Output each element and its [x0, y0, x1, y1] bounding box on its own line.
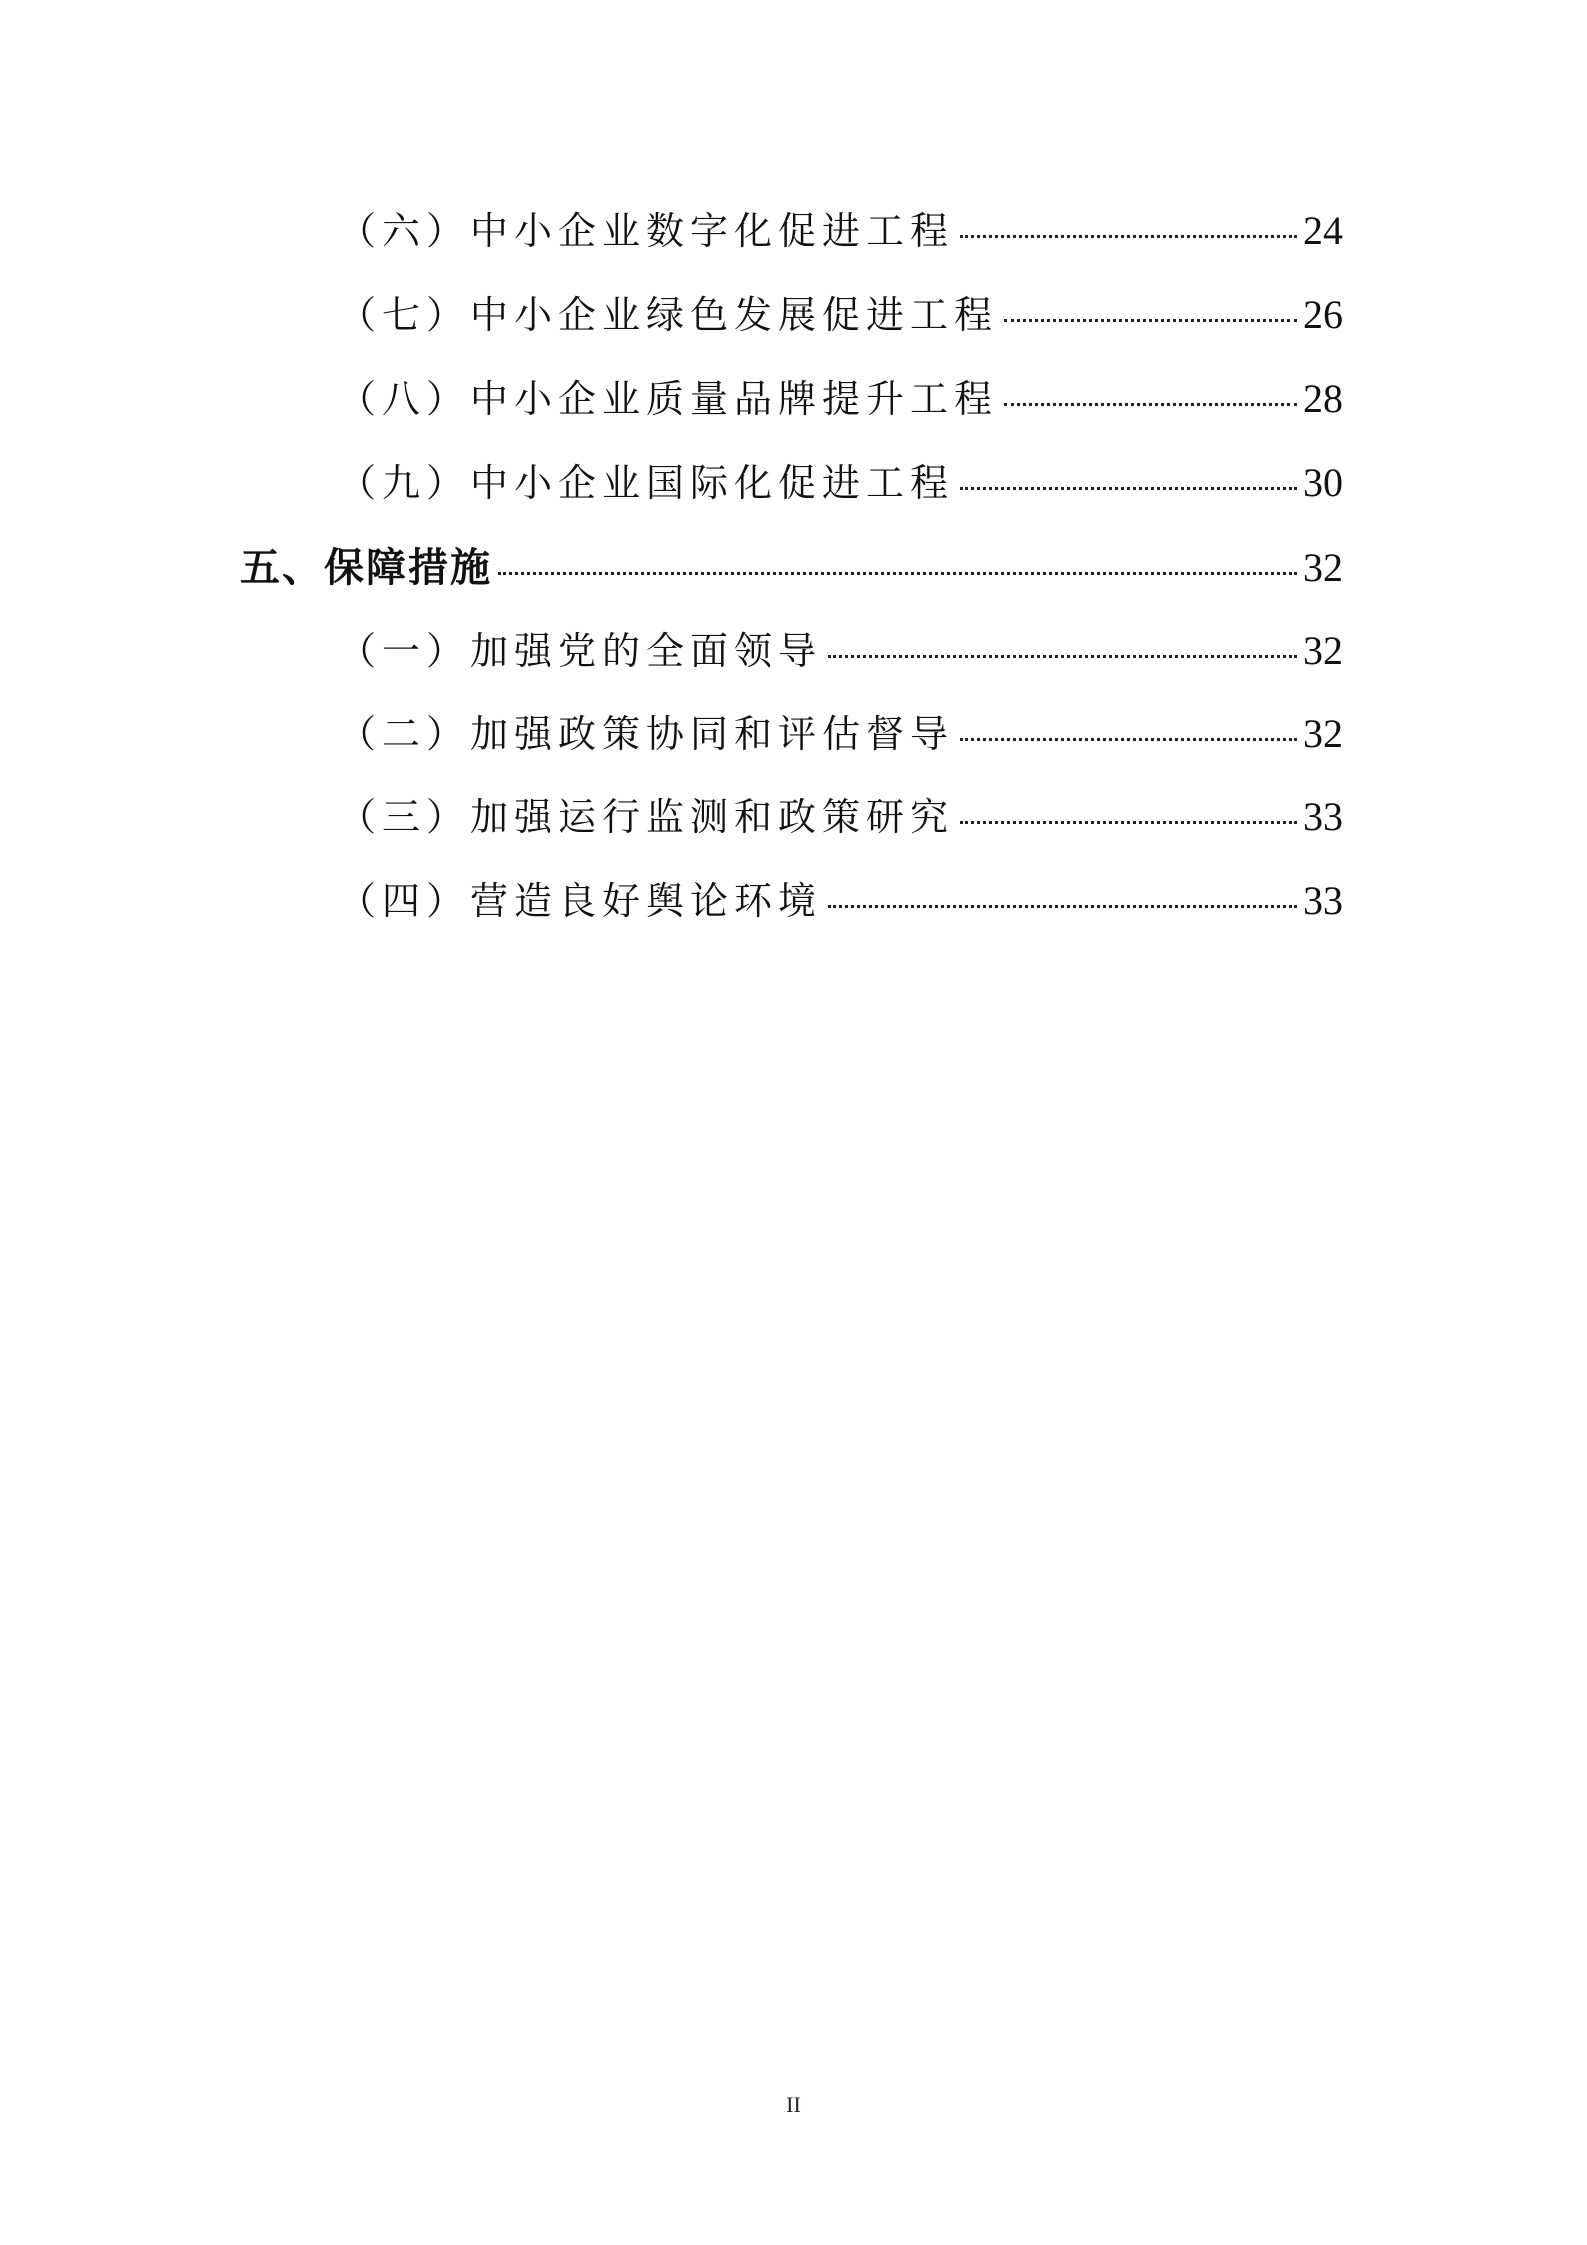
- toc-entry-9-internationalization[interactable]: [338, 452, 1343, 512]
- toc-section-title: 五、保障措施: [240, 545, 492, 591]
- toc-entry-8-quality-brand[interactable]: [338, 368, 1343, 428]
- toc-entry-page: 24: [1303, 208, 1343, 253]
- toc-entry-2-policy-coordination[interactable]: [338, 703, 1343, 763]
- toc-section-5-safeguards[interactable]: [240, 536, 1343, 596]
- toc-entry-page: 26: [1303, 292, 1343, 337]
- toc-entry-page: 33: [1303, 794, 1343, 839]
- page-number: II: [786, 2092, 801, 2117]
- toc-entry-title: （四）营造良好舆论环境: [338, 879, 823, 923]
- toc-dot-leader: [498, 572, 1297, 575]
- toc-dot-leader: [828, 655, 1297, 658]
- toc-entry-title: （八）中小企业质量品牌提升工程: [338, 377, 999, 421]
- toc-dot-leader: [960, 821, 1297, 824]
- toc-entry-title: （九）中小企业国际化促进工程: [338, 461, 955, 505]
- toc-entry-page: 33: [1303, 878, 1343, 923]
- toc-entry-3-monitoring-research[interactable]: [338, 786, 1343, 846]
- toc-entry-title: （七）中小企业绿色发展促进工程: [338, 293, 999, 337]
- toc-entry-title: （一）加强党的全面领导: [338, 629, 823, 673]
- toc-dot-leader: [960, 738, 1297, 741]
- toc-entry-page: 32: [1303, 711, 1343, 756]
- toc-entry-7-green-development[interactable]: [338, 284, 1343, 344]
- toc-entry-page: 32: [1303, 545, 1343, 590]
- toc-entry-page: 28: [1303, 376, 1343, 421]
- toc-entry-title: （六）中小企业数字化促进工程: [338, 209, 955, 253]
- toc-dot-leader: [960, 487, 1297, 490]
- toc-entry-page: 32: [1303, 628, 1343, 673]
- toc-dot-leader: [1004, 403, 1297, 406]
- toc-entry-4-public-opinion[interactable]: [338, 870, 1343, 930]
- toc-entry-title: （二）加强政策协同和评估督导: [338, 712, 955, 756]
- toc-entry-1-party-leadership[interactable]: [338, 620, 1343, 680]
- toc-dot-leader: [828, 905, 1297, 908]
- toc-entry-6-digitalization[interactable]: [338, 200, 1343, 260]
- toc-entry-page: 30: [1303, 460, 1343, 505]
- toc-dot-leader: [960, 235, 1297, 238]
- toc-dot-leader: [1004, 319, 1297, 322]
- toc-entry-title: （三）加强运行监测和政策研究: [338, 795, 955, 839]
